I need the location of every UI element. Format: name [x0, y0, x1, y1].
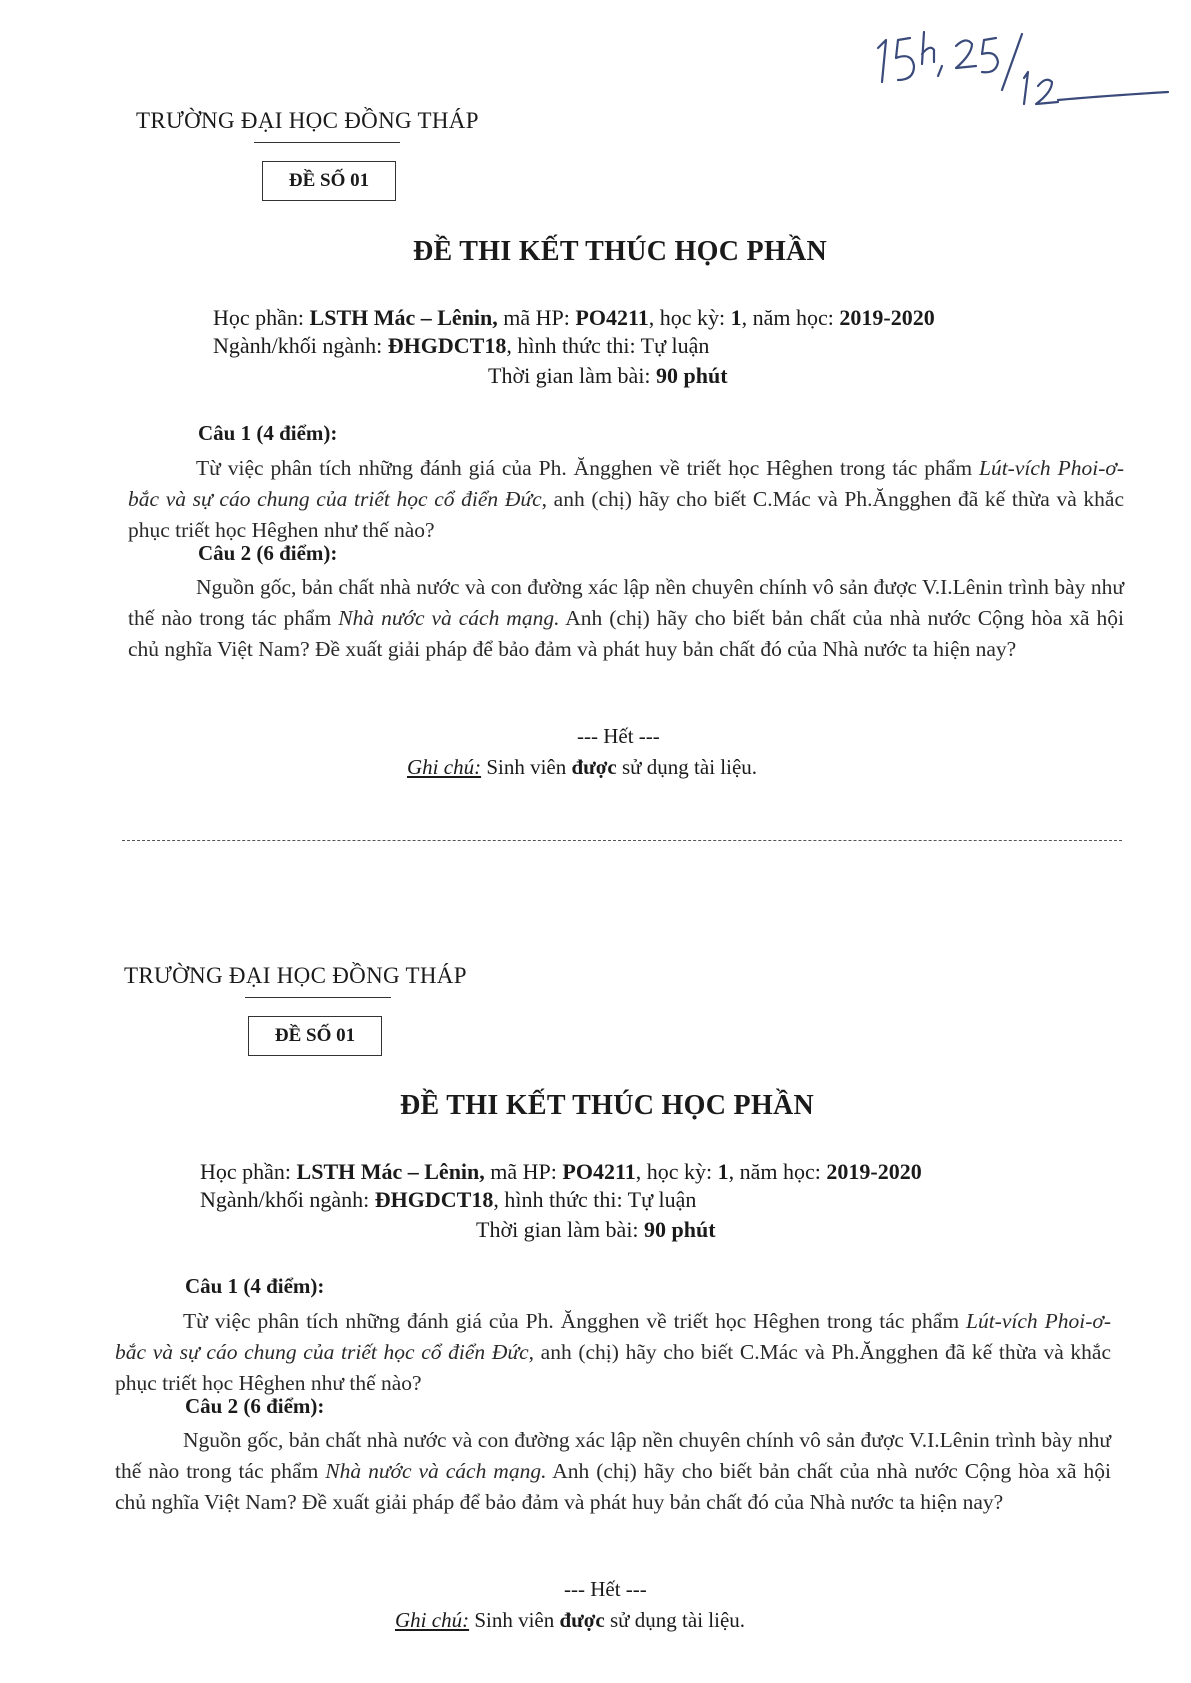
question-1-work-title: Lút-vích Phoi-ơ-bắc và sự cáo chung của triết học cổ điển Đức [128, 456, 1124, 511]
semester-label: , học kỳ: [648, 305, 726, 330]
question-2-work-title: Nhà nước và cách mạng. [338, 606, 560, 630]
exam-title: ĐỀ THI KẾT THÚC HỌC PHẦN [413, 236, 828, 267]
course-code-label: mã HP: [490, 1159, 557, 1184]
question-1-text: Từ việc phân tích những đánh giá của Ph. Ăngghen về triết học Hêghen trong tác phẩm Lút-vích Phoi-ơ-bắc và sự cáo chung của triết học cổ điển Đức, anh (chị) hãy cho biết C.Mác và Ph.Ăngghen đã kế thừa và khắc phục triết học Hêghen như thế nào? [128, 456, 1124, 542]
time-value: 90 phút [656, 363, 728, 388]
major-value: ĐHGDCT18 [387, 333, 507, 358]
question-1-heading: Câu 1 (4 điểm): [198, 421, 338, 445]
time-label: Thời gian làm bài: [476, 1217, 639, 1242]
major-info-line [200, 1187, 696, 1213]
year-label: , năm học: [741, 305, 834, 330]
course-label: Học phần: [213, 305, 305, 330]
semester-value: 1 [717, 1159, 729, 1184]
exam-format: , hình thức thi: Tự luận [493, 1187, 697, 1212]
time-value: 90 phút [644, 1217, 716, 1242]
note-label: Ghi chú: [395, 1608, 470, 1632]
exam-format: , hình thức thi: Tự luận [506, 333, 710, 358]
exam-sheet-1 [0, 0, 1191, 779]
major-label: Ngành/khối ngành: [200, 1187, 370, 1212]
time-info-line [488, 363, 728, 389]
major-value: ĐHGDCT18 [374, 1187, 494, 1212]
question-2-heading: Câu 2 (6 điểm): [185, 1394, 325, 1418]
semester-value: 1 [730, 305, 742, 330]
question-2-text: Nguồn gốc, bản chất nhà nước và con đường xác lập nền chuyên chính vô sản được V.I.Lênin trình bày như thế nào trong tác phẩm Nhà nước và cách mạng. Anh (chị) hãy cho biết bản chất của nhà nước Cộng hòa xã hội chủ nghĩa Việt Nam? Đề xuất giải pháp để bảo đảm và phát huy bản chất đó của Nhà nước ta hiện nay? [115, 1428, 1111, 1514]
question-1-work-title: Lút-vích Phoi-ơ-bắc và sự cáo chung của triết học cổ điển Đức [115, 1309, 1111, 1364]
note-line: Ghi chú: Sinh viên được sử dụng tài liệu. [395, 1608, 746, 1632]
course-code: PO4211 [562, 1159, 636, 1184]
question-2-work-title: Nhà nước và cách mạng. [325, 1459, 547, 1483]
exam-title: ĐỀ THI KẾT THÚC HỌC PHẦN [400, 1090, 815, 1121]
question-2-heading: Câu 2 (6 điểm): [198, 541, 338, 565]
end-mark: --- Hết --- [564, 1577, 647, 1601]
course-info-line [213, 305, 935, 331]
note-label: Ghi chú: [407, 755, 482, 779]
year-value: 2019-2020 [839, 305, 935, 330]
question-1-text: Từ việc phân tích những đánh giá của Ph. Ăngghen về triết học Hêghen trong tác phẩm Lút-vích Phoi-ơ-bắc và sự cáo chung của triết học cổ điển Đức, anh (chị) hãy cho biết C.Mác và Ph.Ăngghen đã kế thừa và khắc phục triết học Hêghen như thế nào? [115, 1309, 1111, 1395]
course-code: PO4211 [575, 305, 649, 330]
school-underline [245, 997, 391, 998]
school-underline [254, 142, 400, 143]
semester-label: , học kỳ: [635, 1159, 713, 1184]
time-label: Thời gian làm bài: [488, 363, 651, 388]
course-name: LSTH Mác – Lênin, [309, 305, 498, 330]
exam-code-box: ĐỀ SỐ 01 [262, 161, 396, 201]
school-name: TRƯỜNG ĐẠI HỌC ĐỒNG THÁP [136, 108, 479, 133]
course-code-label: mã HP: [503, 305, 570, 330]
question-2-text: Nguồn gốc, bản chất nhà nước và con đường xác lập nền chuyên chính vô sản được V.I.Lênin trình bày như thế nào trong tác phẩm Nhà nước và cách mạng. Anh (chị) hãy cho biết bản chất của nhà nước Cộng hòa xã hội chủ nghĩa Việt Nam? Đề xuất giải pháp để bảo đảm và phát huy bản chất đó của Nhà nước ta hiện nay? [128, 575, 1124, 661]
school-name: TRƯỜNG ĐẠI HỌC ĐỒNG THÁP [124, 963, 467, 988]
note-line: Ghi chú: Sinh viên được sử dụng tài liệu. [407, 755, 758, 779]
exam-code-box: ĐỀ SỐ 01 [248, 1016, 382, 1056]
end-mark: --- Hết --- [577, 724, 660, 748]
major-info-line [213, 333, 709, 359]
year-value: 2019-2020 [826, 1159, 922, 1184]
cut-line-divider [122, 840, 1122, 841]
major-label: Ngành/khối ngành: [213, 333, 383, 358]
question-1-heading: Câu 1 (4 điểm): [185, 1274, 325, 1298]
year-label: , năm học: [728, 1159, 821, 1184]
exam-sheet-2 [0, 855, 1191, 1632]
course-name: LSTH Mác – Lênin, [296, 1159, 485, 1184]
course-label: Học phần: [200, 1159, 292, 1184]
course-info-line [200, 1159, 922, 1185]
time-info-line [476, 1217, 716, 1243]
